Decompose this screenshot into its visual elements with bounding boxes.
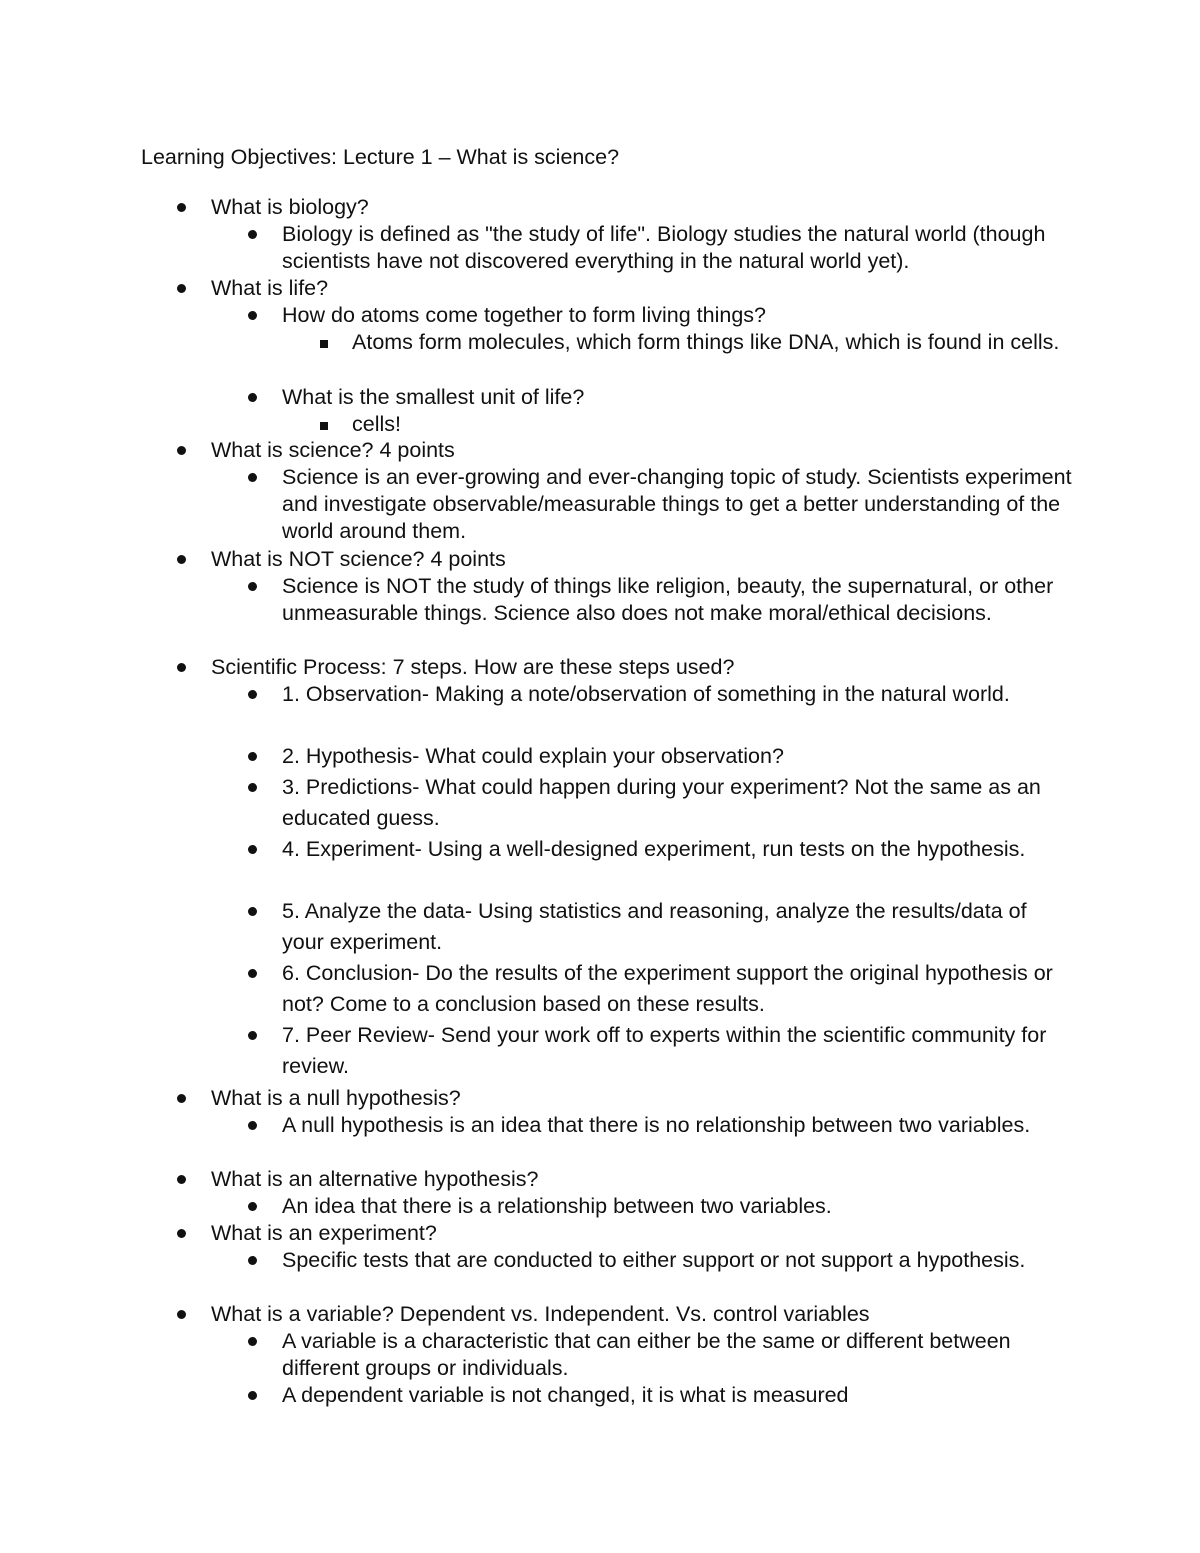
- list-item-variable-question: [211, 1301, 1091, 1328]
- bullet-icon: [248, 311, 257, 320]
- item-text: Science is NOT the study of things like religion, beauty, the supernatural, or other unmeasurable things. Science also does not make moral/ethical decisions.: [282, 574, 1054, 625]
- list-item-step: [282, 772, 1072, 834]
- list-item-step: [282, 1020, 1072, 1082]
- bullet-icon: [177, 1094, 186, 1103]
- item-text: What is biology?: [211, 195, 369, 219]
- bullet-icon: [248, 1202, 257, 1211]
- bullet-icon: [248, 1337, 257, 1346]
- bullet-icon: [248, 1256, 257, 1265]
- list-item-biology-answer: [282, 221, 1072, 275]
- bullet-icon: [177, 203, 186, 212]
- item-text: Atoms form molecules, which form things like DNA, which is found in cells.: [352, 330, 1060, 354]
- bullet-icon: [248, 752, 257, 761]
- item-text: 6. Conclusion- Do the results of the experiment support the original hypothesis or not? Come to a conclusion based on these results.: [282, 961, 1053, 1016]
- list-item-alt-answer: [282, 1193, 1072, 1220]
- item-text: 1. Observation- Making a note/observation of something in the natural world.: [282, 682, 1010, 706]
- item-text: An idea that there is a relationship between two variables.: [282, 1194, 832, 1218]
- list-item-experiment-answer: [282, 1247, 1072, 1274]
- item-text: What is science? 4 points: [211, 438, 455, 462]
- bullet-icon: [177, 1175, 186, 1184]
- list-item-step: [282, 958, 1072, 1020]
- item-text: A dependent variable is not changed, it is what is measured: [282, 1383, 849, 1407]
- list-item-science-answer: [282, 464, 1072, 545]
- bullet-icon: [177, 663, 186, 672]
- list-item-step: [282, 741, 1072, 772]
- item-text: Scientific Process: 7 steps. How are these steps used?: [211, 655, 735, 679]
- bullet-icon: [248, 473, 257, 482]
- bullet-icon: [177, 284, 186, 293]
- list-item-experiment-question: [211, 1220, 1091, 1247]
- page-title: Learning Objectives: Lecture 1 – What is science?: [141, 145, 620, 169]
- bullet-icon: [248, 783, 257, 792]
- item-text: A null hypothesis is an idea that there is no relationship between two variables.: [282, 1113, 1031, 1137]
- list-item-not-science-question: [211, 546, 1091, 573]
- square-bullet-icon: [320, 340, 328, 348]
- item-text: What is NOT science? 4 points: [211, 547, 506, 571]
- list-item-not-science-answer: [282, 573, 1072, 627]
- list-item-unit-answer: [352, 411, 1072, 438]
- item-text: 4. Experiment- Using a well-designed experiment, run tests on the hypothesis.: [282, 837, 1026, 861]
- item-text: What is a null hypothesis?: [211, 1086, 461, 1110]
- item-text: A variable is a characteristic that can either be the same or different between different groups or individuals.: [282, 1329, 1011, 1380]
- item-text: What is a variable? Dependent vs. Independent. Vs. control variables: [211, 1302, 870, 1326]
- item-text: How do atoms come together to form living things?: [282, 303, 766, 327]
- bullet-icon: [248, 845, 257, 854]
- bullet-icon: [248, 393, 257, 402]
- item-text: Specific tests that are conducted to either support or not support a hypothesis.: [282, 1248, 1026, 1272]
- bullet-icon: [248, 907, 257, 916]
- list-item-alt-question: [211, 1166, 1091, 1193]
- list-item-step: [282, 679, 1072, 710]
- list-item-life-question: [211, 275, 1091, 302]
- list-item-step: [282, 834, 1072, 865]
- item-text: 5. Analyze the data- Using statistics and reasoning, analyze the results/data of your experiment.: [282, 899, 1027, 954]
- bullet-icon: [248, 1121, 257, 1130]
- item-text: What is an alternative hypothesis?: [211, 1167, 539, 1191]
- bullet-icon: [177, 555, 186, 564]
- list-item-process-question: [211, 654, 1091, 681]
- list-item-null-answer: [282, 1112, 1072, 1139]
- bullet-icon: [177, 1310, 186, 1319]
- bullet-icon: [177, 1229, 186, 1238]
- list-item-variable-answer: [282, 1328, 1072, 1382]
- bullet-icon: [248, 1031, 257, 1040]
- bullet-icon: [248, 1391, 257, 1400]
- bullet-icon: [248, 969, 257, 978]
- item-text: 7. Peer Review- Send your work off to experts within the scientific community for review.: [282, 1023, 1047, 1078]
- square-bullet-icon: [320, 422, 328, 430]
- item-text: 2. Hypothesis- What could explain your observation?: [282, 744, 784, 768]
- bullet-icon: [248, 690, 257, 699]
- list-item-step: [282, 896, 1072, 958]
- item-text: What is life?: [211, 276, 329, 300]
- item-text: cells!: [352, 412, 401, 436]
- item-text: Biology is defined as "the study of life". Biology studies the natural world (though scientists have not discovered everything in the natural world yet).: [282, 222, 1046, 273]
- list-item-null-question: [211, 1085, 1091, 1112]
- list-item-atoms-question: [282, 302, 1072, 329]
- list-item-variable-answer: [282, 1382, 1072, 1409]
- bullet-icon: [248, 230, 257, 239]
- bullet-icon: [248, 582, 257, 591]
- item-text: What is an experiment?: [211, 1221, 437, 1245]
- list-item-unit-question: [282, 384, 1072, 411]
- list-item-science-question: [211, 437, 1091, 464]
- bullet-icon: [177, 446, 186, 455]
- item-text: Science is an ever-growing and ever-changing topic of study. Scientists experiment and investigate observable/measurable things to get a better understanding of the world around them.: [282, 465, 1072, 543]
- item-text: 3. Predictions- What could happen during your experiment? Not the same as an educated guess.: [282, 775, 1041, 830]
- list-item-atoms-answer: [352, 329, 1072, 356]
- item-text: What is the smallest unit of life?: [282, 385, 585, 409]
- list-item-biology-question: [211, 194, 1091, 221]
